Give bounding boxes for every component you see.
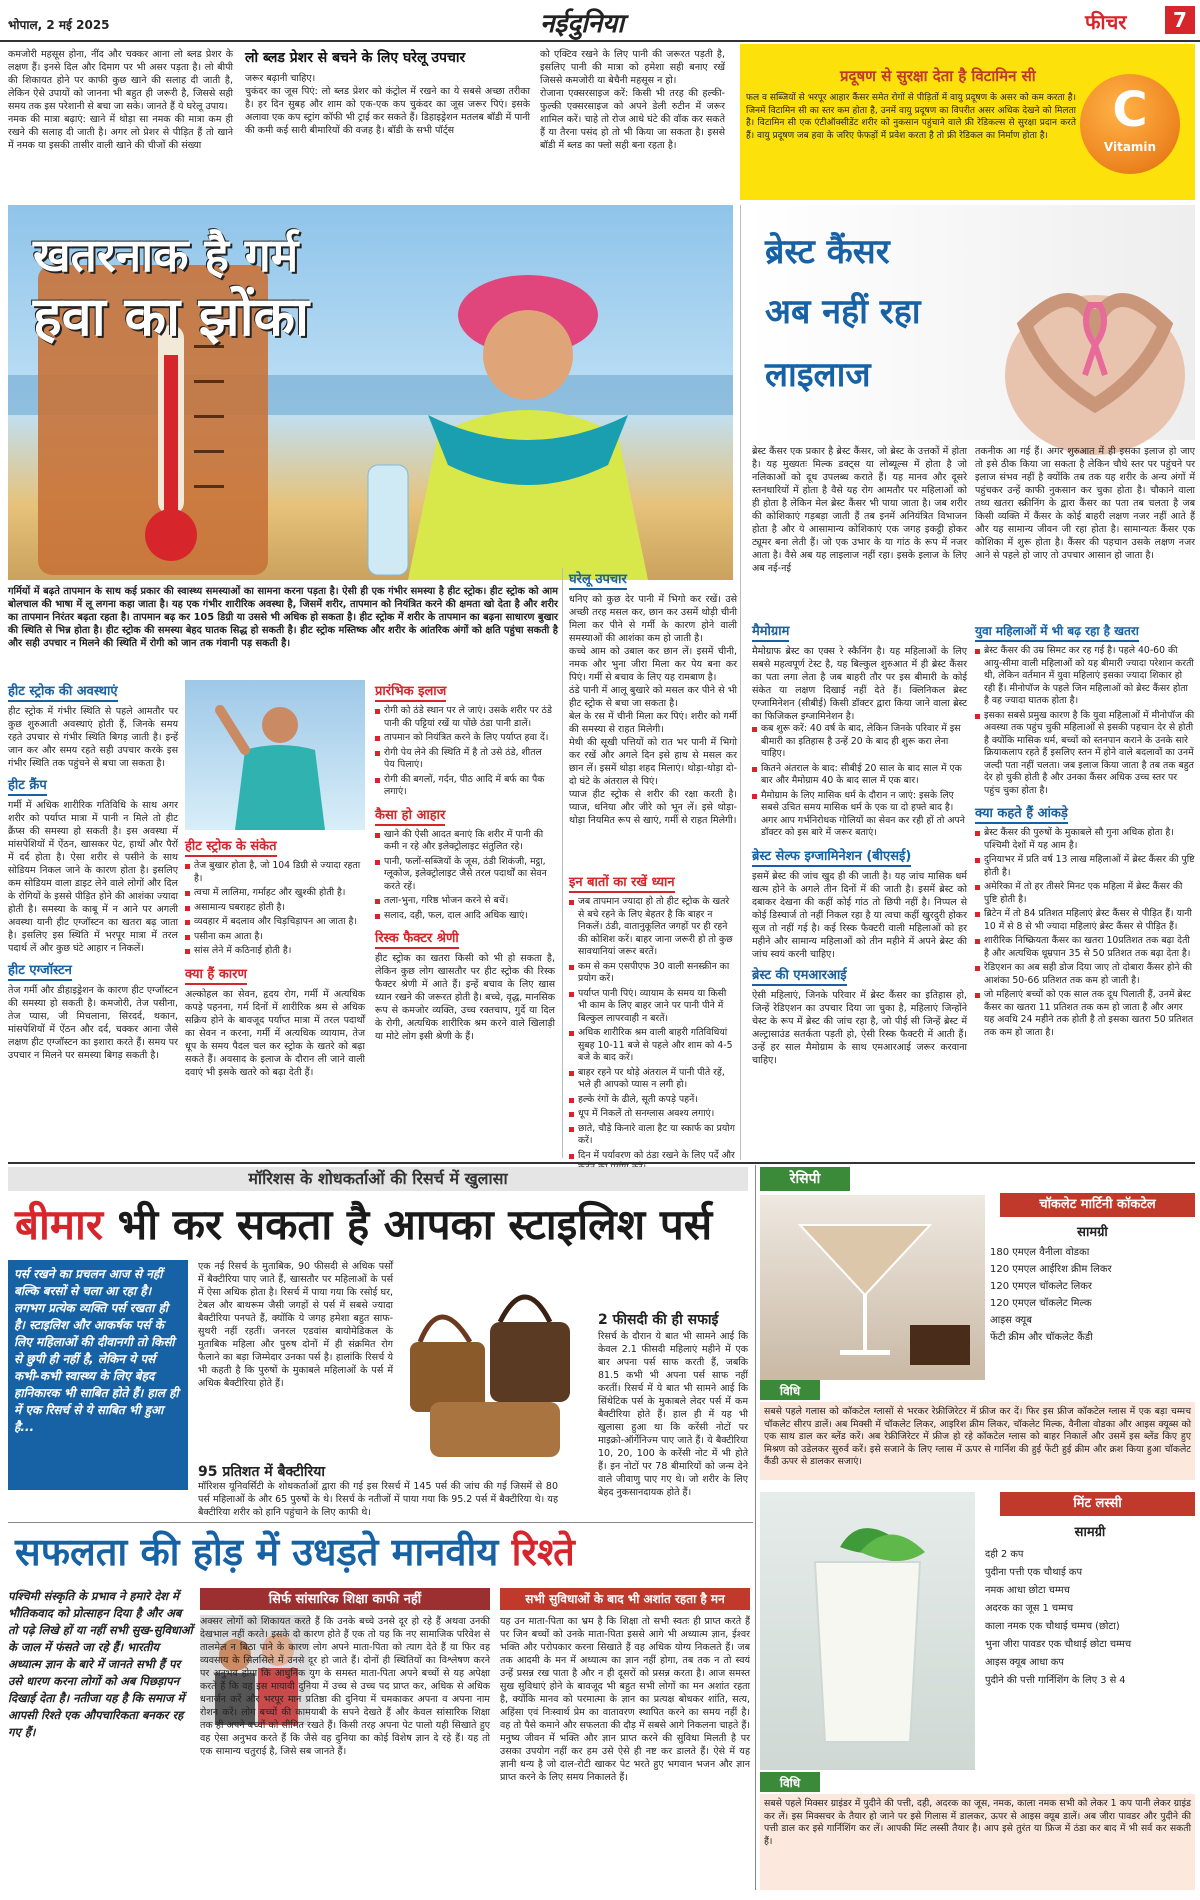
- lowbp-col2: जरूर बढ़ानी चाहिए। चुकंदर का जूस पिएं: लो ब्लड प्रेशर को कंट्रोल में रखने का ये सबसे अच्छा तरीका है। हर दिन सुबह और शाम को एक-एक कप चुकंदर का जूस जरूर पिएं। इसके अलावा एक कप स्ट्रांग कॉफी भी ट्राई कर सकते हैं। डिहाइड्रेशन मतलब बॉडी में पानी की कमी कई सारी बीमारियों की वजह है। बॉडी के सभी पॉर्ट्स: [245, 73, 530, 136]
- vitamin-c-text: फल व सब्जियों से भरपूर आहार कैंसर समेत रोगों से पीड़ितों में वायु प्रदूषण के असर को कम करता है। जिनमें विटामिन सी का स्तर कम होता है, उनमें वायु प्रदूषण का विपरीत असर अधिक देखने को मिलता है। विटामिन सी एक एंटीऑक्सीडेंट शरीर को नुकसान पहुंचाने वाले फ्री रेडिकल्स से सुरक्षा प्रदान करते हैं। वायु प्रदूषण जब हवा के जरिए फेफड़ों में प्रवेश करता है तो फ्री रेडिकल का निर्माण होता है।: [746, 93, 1079, 141]
- vitamin-c-word: Vitamin: [1103, 140, 1157, 154]
- heat-col4: [562, 568, 737, 1161]
- heat-title-line1: खतरनाक है गर्म: [33, 228, 299, 282]
- mammogram-item: मैमोग्राम के लिए मासिक धर्म के दौरान न जाएं: इसके लिए सबसे उचित समय मासिक धर्म के एक या दो हफ्ते बाद है। अगर आप गर्भनिरोधक गोलियों का सेवन कर रही हों तो अपने डॉक्टर को इस बारे में जरूर बताएं।: [752, 790, 967, 840]
- first-aid-heading: प्रारंभिक इलाज: [375, 681, 446, 702]
- care-item: पर्याप्त पानी पिएं। व्यायाम के समय या किसी भी काम के लिए बाहर जाने पर पानी पीने में बिल्कुल लापरवाही न बरतें।: [569, 988, 737, 1026]
- young-women-item: ब्रेस्ट कैंसर की उम्र सिमट कर रह गई है। पहले 40-60 की आयु-सीमा वाली महिलाओं को यह बीमारी ज्यादा परेशान करती थी, लेकिन वर्तमान में युवा महिलाएं इसका ज्यादा शिकार हो रही हैं। मीनोपॉज के पहले जिन महिलाओं को ब्रेस्ट कैंसर होता है वह ज्यादा घातक होता है।: [975, 645, 1195, 708]
- purse-kicker: मॉरिशस के शोधकर्ताओं की रिसर्च में खुलासा: [248, 1169, 508, 1188]
- divider: [8, 1522, 753, 1523]
- cocktail-title: चॉकलेट मार्टिनी कॉकटेल: [1039, 1197, 1156, 1212]
- cocktail-image: [760, 1195, 985, 1380]
- heat-causes-text: अल्कोहल का सेवन, हृदय रोग, गर्मी में अत्यधिक कपड़े पहनना, गर्म दिनों में शारीरिक श्रम से अधिक सक्रिय होने के बावजूद पर्याप्त मात्रा में तरल पदार्थों का सेवन न करना, गर्मी में अत्यधिक व्यायाम, तेज धूप के समय पैदल चल कर स्ट्रोक के खतरे को बढ़ा सकते हैं। अवसाद के इलाज के दौरान ली जाने वाली दवाएं भी इसके खतरे को बढ़ा देती हैं।: [185, 988, 369, 1078]
- young-women-list: [975, 645, 1195, 797]
- lassi-ingredient: अदरक का जूस 1 चम्मच: [985, 1603, 1074, 1614]
- success-body-2: यह उन माता-पिता का भ्रम है कि शिक्षा तो सभी स्वतः ही प्राप्त करते हैं पर जिन बच्चों को उनके माता-पिता इससे आगे भी अध्यात्म ज्ञान, ईश्वर भक्ति और परोपकार करना सिखाते हैं वह अधिक योग्य निकलते हैं। जब तक आदमी के मन में अध्यात्म का ज्ञान नहीं होगा, तब तक न तो स्वयं उन्हें प्रसन्न रख पाता है और न ही दूसरों को प्रसन्न करता है। आज समस्त सुख सुविधाएं होने के बावजूद भी बहुत सभी लोगों का मन अशांत रहता है, क्योंकि मानव को परमात्मा के ज्ञान का प्रत्यक्ष बोधकर शांति, सत्य, अहिंसा एवं निःस्वार्थ प्रेम का वातावरण स्थापित करने का समय नहीं है। वह तो पैसे कमाने और सफलता की दौड़ में सबसे आगे निकलना चाहते हैं। मनुष्य जीवन में भक्ति और ज्ञान प्राप्त करने की सुविधा मिलती है पर उसका उपयोग नहीं कर हम उसे ऐसे ही नष्ट कर डालते हैं। ऐसे में यह ज्ञानी धन्य है जो दाल-रोटी खाकर पेट भरते हुए भगवान भजन और ज्ञान प्राप्त करने के लिए समय निकालते हैं।: [500, 1616, 754, 1783]
- diet-heading: कैसा हो आहार: [375, 805, 445, 826]
- cocktail-ingredient: 180 एमएल वैनीला वोडका: [990, 1247, 1090, 1258]
- lassi-vidhi-tag: [760, 1772, 820, 1792]
- care-item: अधिक शारीरिक श्रम वाली बाहरी गतिविधियां सुबह 10-11 बजे से पहले और शाम को 4-5 बजे के बाद करें।: [569, 1027, 737, 1065]
- lowbp-col3: को एक्टिव रखने के लिए पानी की जरूरत पड़ती है, इसलिए पानी की मात्रा को हमेशा सही बनाए रखें जिससे कमजोरी या बेचैनी महसूस न हो। रोजाना एक्सरसाइज करें: किसी भी तरह की हल्की-फुल्की एक्सरसाइज को अपने डेली रुटीन में जरूर शामिल करें। चाहे तो रोज आधे घंटे की वॉक कर सकते हैं या तैरना पसंद हो तो भी किया जा सकता है। इससे बॉडी में ब्लड का फ्लो सही बना रहता है।: [540, 49, 725, 151]
- exhausted-woman-image: [185, 680, 365, 830]
- stats-item: दुनियाभर में प्रति वर्ष 13 लाख महिलाओं में ब्रेस्ट कैंसर की पुष्टि होती है।: [975, 854, 1195, 879]
- care-item: धूप में निकलें तो सनग्लास अवश्य लगाएं।: [569, 1108, 737, 1121]
- diet-list: [375, 829, 555, 923]
- lassi-ingredient: दही 2 कप: [985, 1549, 1024, 1560]
- purse-95-text: मॉरिशस यूनिवर्सिटी के शोधकर्ताओं द्वारा की गई इस रिसर्च में 145 पर्स की जांच की गई जिसमें से 80 पर्स महिलाओं के और 65 पुरुषों के थे। रिसर्च के नतीजों में पाया गया कि 95.2 पर्स में बैक्टीरिया थे। यह बैक्टीरिया शरीर को हानि पहुंचाने के लिए काफी थे।: [198, 1481, 562, 1518]
- vitamin-c-letter: C: [1112, 82, 1148, 138]
- heat-signs-list: [185, 860, 365, 958]
- breast-title-line2: अब नहीं रहा: [765, 292, 921, 332]
- success-title-a: सफलता की होड़ में उधड़ते मानवीय: [15, 1530, 512, 1574]
- success-box1-bar: [200, 1588, 490, 1610]
- heat-sign-item: तेज बुखार होता है, जो 104 डिग्री से ज्यादा रहता है।: [185, 860, 365, 885]
- breast-title-line1: ब्रेस्ट कैंसर: [765, 232, 890, 272]
- heat-causes-heading: क्या हैं कारण: [185, 964, 247, 985]
- lowbp-col1: कमजोरी महसूस होना, नींद और चक्कर आना लो ब्लड प्रेशर के लक्षण हैं। इनसे दिल और दिमाग पर भी असर पड़ता है। लो बीपी की शिकायत होने पर काफी कुछ खाने की सलाह दी जाती है, लेकिन ऐसे उपायों को जानना भी बहुत ही जरूरी है, जिससे सही समय तक इस परेशानी से बचा जा सके। जानते हैं ये घरेलू उपाय। नमक की मात्रा बढ़ाएं: खाने में थोड़ा सा नमक की मात्रा कम ही रखने की सलाह दी जाती है। अगर लो प्रेशर से पीड़ित हैं तो खाने में नमक या इसकी तासीर वाली खाने की चीजों की संख्या: [8, 49, 233, 151]
- divider: [755, 1165, 756, 1890]
- stats-item: रेडिएशन का अब सही डोज दिया जाए तो दोबारा कैंसर होने की आशंका 50-66 प्रतिशत तक कम हो जाती है।: [975, 962, 1195, 987]
- risk-text: हीट स्ट्रोक का खतरा किसी को भी हो सकता है, लेकिन कुछ लोग खासतौर पर हीट स्ट्रोक की रिस्क फैक्टर श्रेणी में आते हैं। इन्हें बचाव के लिए खास ध्यान रखने की जरूरत होती है। बच्चे, वृद्ध, मानसिक रूप से कमजोर व्यक्ति, उच्च रक्तचाप, गुर्दे या दिल के रोगी, अत्यधिक शारीरिक श्रम करने वाले खिलाड़ी या मोटे लोग इसी श्रेणी के हैं।: [375, 953, 559, 1042]
- first-aid-list: [375, 705, 555, 799]
- care-item: जब तापमान ज्यादा हो तो हीट स्ट्रोक के खतरे से बचे रहने के लिए बेहतर है कि बाहर न निकलें। ठंडी, वातानुकूलित जगहों पर ही रहने की कोशिश करें। बाहर जाना जरूरी हो तो कुछ सावधानियां जरूर बरतें।: [569, 896, 737, 959]
- heat-cramp-text: गर्मी में अधिक शारीरिक गतिविधि के साथ अगर शरीर को पर्याप्त मात्रा में पानी न मिले तो हीट क्रैंप्स की समस्या हो सकती है। इस अवस्था में मांसपेशियों में ऐंठन, खासकर पेट, हाथों और पैरों में दर्द होता है। ऐसा शरीर से पसीने के साथ सोडियम निकल जाने के कारण होता है। इसलिए कम सोडियम वाला डाइट लेने वाले लोगों और दिल के रोगियों के इससे पीड़ित होने की आशंका ज्यादा होती है। समस्या के काबू में न आने पर अगली अवस्था यानी हीट एग्जॉस्टन का खतरा बढ़ जाता है। इसलिए इस स्थिति में भरपूर मात्रा में तरल पदार्थ लें और कुछ घंटे आहार न निकलें।: [8, 800, 182, 954]
- mammogram-text: मैमोग्राफ ब्रेस्ट का एक्स रे स्कैनिंग है। यह महिलाओं के लिए सबसे महत्वपूर्ण टेस्ट है, यह बिल्कुल शुरुआत में ही ब्रेस्ट कैंसर का पता लगा लेता है जब बाहरी तौर पर इस बीमारी के कोई संकेत या लक्षण दिखाई नहीं देते हैं। क्लिनिकल ब्रेस्ट एग्जामिनेशन (सीबीई) किसी डॉक्टर द्वारा किया जाने वाला ब्रेस्ट का फिजिकल इग्जामिनेशन है।: [752, 646, 971, 722]
- success-box1-title: सिर्फ सांसारिक शिक्षा काफी नहीं: [268, 1592, 422, 1607]
- heat-title-line2: हवा का झोंका: [33, 285, 310, 348]
- vitamin-c-title: प्रदूषण से सुरक्षा देता है विटामिन सी: [840, 67, 1036, 85]
- heat-signs-heading: हीट स्ट्रोक के संकेत: [185, 836, 277, 857]
- success-box2-bar: [500, 1588, 750, 1610]
- home-remedy-text: धनिए को कुछ देर पानी में भिगो कर रखें। उसे अच्छी तरह मसल कर, छान कर उसमें थोड़ी चीनी मिला कर पीने से गर्मी के कारण होने वाली समस्याओं की आशंका कम हो जाती है। कच्चे आम को उबाल कर छान लें। इसमें चीनी, नमक और भुना जीरा मिला कर पेय बना कर पिएं। गर्मी से बचाव के लिए यह रामबाण है। ठंडे पानी में आलू बुखारे को मसल कर पीने से भी हीट स्ट्रोक से बचा जा सकता है। बेल के रस में चीनी मिला कर पिएं। शरीर को गर्मी की समस्या से राहत मिलेगी। मेथी की सूखी पत्तियों को रात भर पानी में भिगो कर रखें और अगले दिन इसे हाथ से मसल कर छान लें। इसमें थोड़ा शहद मिलाएं। थोड़ा-थोड़ा दो-दो घंटे के अंतराल से पिएं। प्याज हीट स्ट्रोक से शरीर की रक्षा करती है। प्याज, धनिया और जीरे को भून लें। इसे थोड़ा-थोड़ा नियमित रूप से खाएं, गर्मी से राहत मिलेगी।: [569, 594, 737, 826]
- purse-2-heading: 2 फीसदी की ही सफाई: [598, 1312, 719, 1328]
- heat-cramp-heading: हीट क्रैंप: [8, 775, 47, 796]
- stats-item: जो महिलाएं बच्चों को एक साल तक दूध पिलाती हैं, उनमें ब्रेस्ट कैंसर का खतरा 11 प्रतिशत तक कम हो जाता है और अगर यह अवधि 24 महीने तक होती है तो इसका खतरा 50 प्रतिशत तक कम हो जाता है।: [975, 989, 1195, 1039]
- purse-kicker-bar: [8, 1167, 748, 1191]
- care-item: बाहर रहने पर थोड़े अंतराल में पानी पीते रहें, भले ही आपको प्यास न लगी हो।: [569, 1067, 737, 1092]
- mammogram-item: कितने अंतराल के बाद: सीबीई 20 साल के बाद साल में एक बार और मैमोग्राम 40 के बाद साल में एक बार।: [752, 763, 967, 788]
- divider: [8, 1162, 1195, 1164]
- first-aid-item: रोगी को ठंडे स्थान पर ले जाएं। उसके शरीर पर ठंडे पानी की पट्टियां रखें या पोंछे ठंडा पानी डालें।: [375, 705, 555, 730]
- heat-sign-item: व्यवहार में बदलाव और चिड़चिड़ापन आ जाता है।: [185, 916, 365, 929]
- stats-item: ब्रिटेन में तो 84 प्रतिशत महिलाएं ब्रेस्ट कैंसर से पीड़ित हैं। यानी 10 में से 8 से भी ज्यादा महिलाएं ब्रेस्ट कैंसर से पीड़ित हैं।: [975, 908, 1195, 933]
- lassi-ingredient: काला नमक एक चौथाई चम्मच (छोटा): [985, 1621, 1120, 1632]
- lassi-samgri-label: सामग्री: [1074, 1525, 1106, 1540]
- purse-image: [400, 1262, 590, 1462]
- heat-intro: गर्मियों में बढ़ते तापमान के साथ कई प्रकार की स्वास्थ्य समस्याओं का सामना करना पड़ता है। ऐसी ही एक गंभीर समस्या है हीट स्ट्रोक। हीट स्ट्रोक को आम बोलचाल की भाषा में लू लगना कहा जाता है। यह एक गंभीर शारीरिक अवस्था है, जिसमें शरीर, तापमान को नियंत्रित करने की क्षमता खो देता है और शरीर का तापमान निरंतर बढ़ता रहता है। तापमान बढ़ कर 105 डिग्री या उससे भी अधिक हो सकता है। हीट स्ट्रोक में शरीर के तापमान का बढ़ना साधारण बुखार की स्थिति से भिन्न होता है। हीट स्ट्रोक की समस्या बेहद घातक सिद्ध हो सकती है। हीट स्ट्रोक मस्तिष्क और शरीर के आंतरिक अंगों को क्षति पहुंचा सकती है और सही उपचार न मिलने की स्थिति में रोगी को जान तक गंवानी पड़ सकती है।: [8, 586, 562, 649]
- stats-item: ब्रेस्ट कैंसर की पुरुषों के मुकाबले सौ गुना अधिक होता है। पश्चिमी देशों में यह आम है।: [975, 827, 1195, 852]
- section-name: फीचर: [1085, 10, 1127, 34]
- young-women-heading: युवा महिलाओं में भी बढ़ रहा है खतरा: [975, 622, 1139, 642]
- breast-hero-image: [745, 205, 1195, 440]
- heat-col3: [375, 680, 559, 1155]
- heat-stages-text: हीट स्ट्रोक में गंभीर स्थिति से पहले आमतौर पर कुछ शुरुआती अवस्थाएं होती हैं, जिनके समय रहते उपचार से गंभीर स्थिति बिगड़ जाती है। इन्हें जान कर और समय रहते सही उपचार करके इस गंभीर स्थिति तक पहुंचने से बचा जा सकता है।: [8, 706, 182, 769]
- mammogram-heading: मैमोग्राम: [752, 621, 789, 642]
- diet-item: खाने की ऐसी आदत बनाएं कि शरीर में पानी की कमी न रहे और इलेक्ट्रोलाइट संतुलित रहे।: [375, 829, 555, 854]
- heat-sign-item: त्वचा में लालिमा, गर्माहट और खुश्की होती है।: [185, 887, 365, 900]
- first-aid-item: रोगी पेय लेने की स्थिति में है तो उसे ठंडे, शीतल पेय पिलाएं।: [375, 747, 555, 772]
- heat-sign-item: पसीना कम आता है।: [185, 931, 365, 944]
- lassi-glass-illustration: [760, 1492, 975, 1770]
- care-item: कम से कम एसपीएफ 30 वाली सनस्क्रीन का प्रयोग करें।: [569, 961, 737, 986]
- cocktail-ingredient: आइस क्यूब: [990, 1315, 1032, 1326]
- care-item: छाते, चौड़े किनारे वाला हैट या स्कार्फ का प्रयोग करें।: [569, 1123, 737, 1148]
- success-title-b: रिश्ते: [511, 1530, 575, 1574]
- first-aid-item: रोगी की बगलों, गर्दन, पीठ आदि में बर्फ का पैक लगाएं।: [375, 774, 555, 799]
- purse-title-red: बीमार: [15, 1200, 104, 1249]
- cocktail-ingredient: 120 एमएल चॉकलेट मिल्क: [990, 1298, 1092, 1309]
- cocktail-ingredient: 120 एमएल चॉकलेट लिकर: [990, 1281, 1093, 1292]
- care-list: [569, 896, 737, 1175]
- mammogram-list: [752, 723, 967, 840]
- breast-col-mid: [752, 620, 971, 1160]
- page-number: 7: [1165, 6, 1195, 34]
- breast-intro: ब्रेस्ट कैंसर एक प्रकार है ब्रेस्ट कैंसर, जो ब्रेस्ट के उत्तकों में होता है। यह मुख्यतः मिल्क डक्ट्स या लोब्यूल्स में होता है जो नलिकाओं को दूध उपलब्ध कराते हैं। यह मानव और दूसरे स्तनधारियों में होता है वैसे यह रोग आमतौर पर महिलाओं को ही होता है लेकिन मेल ब्रेस्ट कैंसर भी पाया जाता है। जब शरीर की कोशिकाएं गड़बड़ा जाती हैं तब इनमें अनियंत्रित विभाजन होता है और ये आसामान्य कोशिकाएं एक जगह इकट्ठी होकर ट्यूमर बना लेती हैं। जो एक उभार के या गांठ के रूप में नजर आता है। वैसे अब यह लाइलाज नहीं रहा। इसके इलाज के लिए अब नई-नई: [752, 446, 971, 574]
- young-women-item: इसका सबसे प्रमुख कारण है कि युवा महिलाओं में मीनोपॉज की अवस्था तक पहुंच चुकी महिलाओं से इसकी पहचान देर से होती है क्योंकि मासिक धर्म, बच्चों को स्तनपान कराने के उनके सारे क्रियाकलाप रहते हैं इसलिए स्तन में होने वाले बदलावों का उनमें जल्दी पता नहीं चलता। जब इलाज किया जाता है तब तक बहुत देर हो चुकी होती है और उनका कैंसर अधिक उच्च स्तर पर पहुंच चुका होता है।: [975, 710, 1195, 798]
- purse-body-1: एक नई रिसर्च के मुताबिक, 90 फीसदी से अधिक पर्सों में बैक्टीरिया पाए जाते हैं, खासतौर पर महिलाओं के पर्स में ऐसा अधिक होता है। रिसर्च में पाया गया कि रसोई घर, टेबल और बाथरूम जैसी जगहों से पर्स में सबसे ज्यादा बैक्टीरिया पनपते हैं, क्योंकि ये जगह हमेशा बहुत साफ-सुथरी नहीं रहतीं। जनरल एडवांस बायोमेडिकल के मुताबिक महिला और पुरुष दोनों में ही संक्रमित रोग फैलाने का बड़ा जिम्मेदार उनका पर्स है। हालांकि रिसर्च ये भी कहती है कि पुरुषों के मुकाबले महिलाओं के पर्स में अधिक बैक्टीरिया होते हैं।: [198, 1261, 397, 1389]
- success-headline: [15, 1525, 755, 1577]
- lassi-ingredient: पुदीना पत्ती एक चौथाई कप: [985, 1567, 1083, 1578]
- date: भोपाल, 2 मई 2025: [8, 18, 110, 32]
- lassi-title-bar: [1000, 1492, 1195, 1516]
- purse-lead-box: [8, 1260, 188, 1490]
- logo: नईदुनिया: [540, 9, 624, 39]
- woman-illustration: [185, 680, 365, 830]
- recipe-tag-label: रेसिपी: [789, 1171, 821, 1187]
- vitamin-c-box: [740, 44, 1195, 200]
- recipe-tag: [760, 1167, 850, 1191]
- mri-heading: ब्रेस्ट की एमआरआई: [752, 965, 847, 986]
- heat-sign-item: सांस लेने में कठिनाई होती है।: [185, 945, 365, 958]
- diet-item: पानी, फलों-सब्जियों के जूस, ठंडी शिकंजी, मट्ठा, ग्लूकोज, इलेक्ट्रोलाइट जैसे तरल पदार्थों का सेवन करते रहें।: [375, 856, 555, 894]
- care-item: हल्के रंगों के ढीले, सूती कपड़े पहनें।: [569, 1094, 737, 1107]
- success-box2-title: सभी सुविधाओं के बाद भी अशांत रहता है मन: [525, 1592, 725, 1606]
- diet-item: सलाद, दही, फल, दाल आदि अधिक खाएं।: [375, 910, 555, 923]
- heat-stages-heading: हीट स्ट्रोक की अवस्थाएं: [8, 681, 118, 702]
- care-heading: इन बातों का रखें ध्यान: [569, 872, 675, 893]
- cocktail-ingredient: 120 एमएल आईरिश क्रीम लिकर: [990, 1264, 1112, 1275]
- diet-item: तला-भुना, गरिष्ठ भोजन करने से बचें।: [375, 895, 555, 908]
- cocktail-samgri-label: सामग्री: [1077, 1225, 1108, 1240]
- cocktail-ingredient: फेंटी क्रीम और चॉकलेट कैंडी: [990, 1332, 1093, 1343]
- heat-hero-image: [8, 205, 733, 580]
- success-body-1: अक्सर लोगों को शिकायत करते हैं कि उनके बच्चे उनसे दूर हो रहे हैं अथवा उनकी देखभाल नहीं करते। इसके दो कारण होते हैं एक तो यह कि नए सामाजिक परिवेश से तालमेल न बिठा पाने के कारण लोग अपने माता-पिता को त्याग देते हैं या फिर वह व्यवसाय के सिलसिले में उनसे दूर हो जाते हैं। दोनों ही स्थितियों का विश्लेषण करने पर अनुभव होगा कि आधुनिक युग के समस्त माता-पिता अपने बच्चों से यह अपेक्षा करते हैं कि वह इस मायावी दुनिया में उच्च से उच्च पद प्राप्त कर, अधिक से अधिक धनार्जन करें और भरपूर मान प्रतिष्ठा की दुनिया में चमकाकर अपना व अपना नाम रोशन करें। लोग बच्चों की कामयाबी के सपने देखते हैं और केवल सांसारिक शिक्षा तक ही अपने बच्चों को सीमित रखते हैं। किसी तरह अपना पेट पालो यही सिखाते हुए वह ऐसा अनुभव करते हैं कि जैसे वह दुनिया का कोई विशेष ज्ञान दे रहे हैं। यह तो एक सामान्य चतुराई है, जिसे सब जानते हैं।: [200, 1616, 494, 1757]
- masthead: [0, 0, 1200, 42]
- lowbp-headline: लो ब्लड प्रेशर से बचने के लिए घरेलू उपचार: [245, 50, 466, 66]
- heat-exhaustion-text: तेज गर्मी और डीहाइड्रेशन के कारण हीट एग्जॉस्टन की समस्या हो सकती है। कमजोरी, तेज पसीना, तेज प्यास, जी मिचलाना, सिरदर्द, थकान, मांसपेशियों में ऐंठन और दर्द, चक्कर आना जैसे लक्षण हीट एग्जॉस्टन का इशारा करते हैं। समय पर उपचार न मिलने पर समस्या बिगड़ सकती है।: [8, 985, 182, 1061]
- purse-lead: पर्स रखने का प्रचलन आज से नहीं बल्कि बरसों से चला आ रहा है। लगभग प्रत्येक व्यक्ति पर्स रखता ही है। स्टाइलिश और आकर्षक पर्स के लिए महिलाओं की दीवानगी तो किसी से छुपी ही नहीं है, लेकिन ये पर्स कभी-कभी स्वास्थ्य के लिए बेहद हानिकारक भी साबित होते हैं। हाल ही में एक रिसर्च से ये साबित भी हुआ है...: [14, 1267, 179, 1434]
- cocktail-ingredients: [990, 1222, 1195, 1382]
- stats-heading: क्या कहते हैं आंकड़े: [975, 803, 1068, 824]
- cocktail-title-bar: [1000, 1193, 1195, 1217]
- heat-col1: [8, 680, 182, 1155]
- stats-item: अमेरिका में तो हर तीसरे मिनट एक महिला में ब्रेस्ट कैंसर की पुष्टि होती है।: [975, 881, 1195, 906]
- bse-heading: ब्रेस्ट सेल्फ इग्जामिनेशन (बीएसई): [752, 846, 911, 867]
- stats-list: [975, 827, 1195, 1039]
- breast-title-line3: लाइलाज: [765, 355, 871, 395]
- lassi-ingredient: आइस क्यूब आधा कप: [985, 1657, 1064, 1668]
- divider: [740, 205, 741, 1160]
- breast-intro-2: तकनीक आ गई हैं। अगर शुरुआत में ही इसका इलाज हो जाए तो इसे ठीक किया जा सकता है लेकिन चौथे स्तर पर पहुंचने पर इलाज संभव नहीं है क्योंकि तब तक यह शरीर के अन्य अंगों में पहुंचकर उन्हें काफी नुकसान कर चुका होता है। चौकाने वाला तथ्य खतरा स्क्रीनिंग के द्वारा कैंसर का पता तब चलता है जब किसी व्यक्ति में कैंसर के कोई बाहरी लक्षण नजर नहीं आते हैं और यह सामान्य जीवन जी रहा होता है। सामान्यतः कैंसर एक कोशिका में शुरू होता है। कैंसर की पहचान उसके लक्षण नजर आने से पहले हो जाए तो उपचार आसान हो जाता है।: [975, 446, 1199, 561]
- heat-exhaustion-heading: हीट एग्जॉस्टन: [8, 960, 72, 981]
- bse-text: इसमें ब्रेस्ट की जांच खुद ही की जाती है। यह जांच मासिक धर्म खत्म होने के अगले तीन दिनों में की जाती है। इसमें ब्रेस्ट को दबाकर देखना की कहीं कोई गांठ तो छिपी नहीं है। निप्पल से कोई डिस्चार्ज तो नहीं निकल रहा है या त्वचा कहीं खुरदुरी होकर सूज तो नहीं गई है। कई रिस्क फैक्टरी वाली महिलाओं को हर महीने और सामान्य महिलाओं को तीन महीने में अपने ब्रेस्ट की जांच स्वयं करनी चाहिए।: [752, 870, 971, 960]
- cocktail-vidhi-tag: [760, 1380, 820, 1400]
- mammogram-item: कब शुरू करें: 40 वर्ष के बाद, लेकिन जिनके परिवार में इस बीमारी का इतिहास है उन्हें 20 के बाद ही शुरू करा लेना चाहिए।: [752, 723, 967, 761]
- stats-item: शारीरिक निष्क्रियता कैंसर का खतरा 10प्रतिशत तक बढ़ा देती है और अत्यधिक धूम्रपान 35 से 50 प्रतिशत तक बढ़ा देता है।: [975, 935, 1195, 960]
- cocktail-method: सबसे पहले गलास को कॉकटेल ग्लासों से भरकर रेफ्रीजिरेटर में फ्रीज कर दें। फिर इस फ्रीज कॉकटेल ग्लास में एक बड़ा चम्मच चॉकलेट सीरप डालें। अब मिक्सी में चॉकलेट लिकर, आइरिश क्रीम लिकर, चॉकलेट मिल्क, वैनीला वोडका और आइस क्यूब्स को एक साथ डाल कर ब्लेंड करें। अब रेफ्रीजिरेटर में फ्रीज हो रहे कॉकटेल ग्लास को बाहर निकालें और उसमें इस ब्लेंड किए हुए मिश्रण को उडेलकर सुरुर्व करें। इसे सजाने के लिए ग्लास में ऊपर से गार्निश की हुई फेंटी हुई क्रीम और क्रश किया हुआ चॉकलेट कैंडी ऊपर से डालकर सजाएं।: [760, 1402, 1195, 1480]
- handbags-illustration: [400, 1262, 590, 1462]
- lassi-ingredient: नमक आधा छोटा चम्मच: [985, 1585, 1070, 1596]
- cocktail-vidhi: विधि: [779, 1384, 801, 1398]
- first-aid-item: तापमान को नियंत्रित करने के लिए पर्याप्त हवा दें।: [375, 732, 555, 745]
- risk-heading: रिस्क फैक्टर श्रेणी: [375, 928, 459, 949]
- lassi-ingredient: भुना जीरा पावडर एक चौथाई छोटा चम्मच: [985, 1639, 1132, 1650]
- purse-95-heading: 95 प्रतिशत में बैक्टीरिया: [198, 1464, 325, 1480]
- heat-sign-item: असामान्य घबराहट होती है।: [185, 902, 365, 915]
- success-lead: पश्चिमी संस्कृति के प्रभाव ने हमारे देश में भौतिकवाद को प्रोत्साहन दिया है और अब तो पढ़े लिखे हों या नहीं सभी सुख-सुविधाओं के जाल में फंसते जा रहे हैं। भारतीय अध्यात्म ज्ञान के बारे में जानते सभी हैं पर उसे धारण करना लोगों को अब पिछड़ापन दिखाई देता है। नतीजा यह है कि समाज में आपसी रिश्ते एक औपचारिकता बनकर रह गए हैं।: [8, 1589, 193, 1739]
- purse-2-text: रिसर्च के दौरान ये बात भी सामने आई कि केवल 2.1 फीसदी महिलाएं महीने में एक बार अपना पर्स साफ करती हैं, जबकि 81.5 कभी भी अपना पर्स साफ नहीं करतीं। रिसर्च में ये बात भी सामने आई कि सिंथेटिक पर्स के मुकाबले लेदर पर्स में कम बैक्टीरिया होते हैं। हाल ही में यह भी खुलासा हुआ था कि करेंसी नोटों पर माइक्रो-ऑर्गेनिज्म पाए जाते हैं। ये बैक्टीरिया 10, 20, 100 के करेंसी नोट में भी होते हैं। इन नोटों पर 78 बीमारियों को जन्म देने वाले जीवाणु पाए गए थे। जो शरीर के लिए बेहद नुकसानदायक होते हैं।: [598, 1331, 752, 1498]
- vitamin-c-badge: [1080, 74, 1180, 174]
- purse-headline: [15, 1195, 755, 1252]
- lassi-vidhi: विधि: [779, 1776, 801, 1790]
- lassi-ingredient: पुदीने की पत्ती गार्निशिंग के लिए 3 से 4: [985, 1675, 1126, 1686]
- mri-text: ऐसी महिलाएं, जिनके परिवार में ब्रेस्ट कैंसर का इतिहास हो, जिन्हें रेडिएशन का उपचार दिया जा चुका है, महिलाएं जिन्होंने चेस्ट के रूप में ब्रेस्ट की जांच रहा है, जो पीई सी जिन्हें ब्रेस्ट में अल्ट्रासाउंड सतर्कता पड़ती हो, ऐसी रिस्क फैक्टरी में आती हैं। उन्हें हर साल मैमोग्राम के साथ एमआरआई जरूर करवाना चाहिए।: [752, 989, 971, 1066]
- home-remedy-heading: घरेलू उपचार: [569, 569, 627, 590]
- care-item: दिन में पर्यावरण को ठंडा रखने के लिए पर्दे और: [569, 1150, 737, 1175]
- heat-col2: [185, 835, 369, 1155]
- lassi-method: सबसे पहले मिक्सर ग्राइंडर में पुदीने की पत्ती, दही, अदरक का जूस, नमक, काला नमक सभी को लेकर 1 कप पानी लेकर ग्राइंड कर लें। इस मिक्सचर के तैयार हो जाने पर इसे गिलास में डालकर, ऊपर से आइस क्यूब डालें। अब जीरा पावडर और पुदीने की पत्ती डाल कर इसे गार्निशिंग कर लें। आपकी मिंट लस्सी तैयार है। आप इसे तुरंत या फ्रिज में ठंडा कर बाद में भी सर्व कर सकती हैं।: [760, 1794, 1195, 1890]
- lassi-title: मिंट लस्सी: [1073, 1496, 1122, 1511]
- lassi-ingredients: [985, 1522, 1195, 1767]
- martini-glass-illustration: [760, 1195, 985, 1380]
- breast-col-right: [975, 620, 1195, 1160]
- purse-title-rest: भी कर सकता है आपका स्टाइलिश पर्स: [117, 1200, 713, 1249]
- lassi-image: [760, 1492, 975, 1770]
